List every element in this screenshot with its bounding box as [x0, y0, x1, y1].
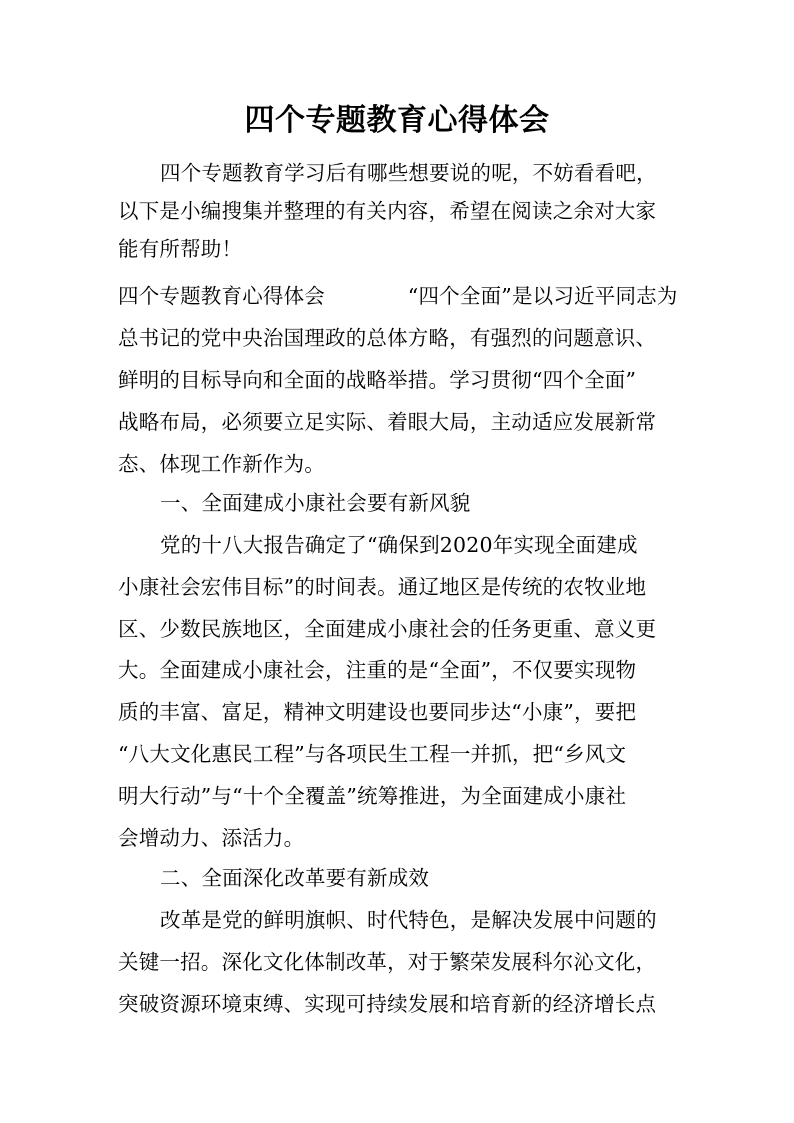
- paragraph-line: 四个专题教育学习后有哪些想要说的呢，不妨看看吧，: [160, 161, 657, 185]
- paragraph-line: 能有所帮助！: [118, 237, 243, 261]
- section-heading: 二、全面深化改革要有新成效: [160, 866, 430, 890]
- paragraph-line: 会增动力、添活力。: [118, 826, 305, 850]
- paragraph-line: 战略布局，必须要立足实际、着眼大局，主动适应发展新常: [118, 410, 657, 434]
- paragraph-line: “八大文化惠民工程”与各项民生工程一并抓，把“乡风文: [118, 742, 627, 766]
- paragraph-line: 区、少数民族地区，全面建成小康社会的任务更重、意义更: [118, 617, 657, 641]
- paragraph-line: 突破资源环境束缚、实现可持续发展和培育新的经济增长点: [118, 992, 657, 1016]
- paragraph-line: 党的十八大报告确定了“确保到2020年实现全面建成: [160, 533, 638, 557]
- paragraph-line: 小康社会宏伟目标”的时间表。通辽地区是传统的农牧业地: [118, 575, 647, 599]
- paragraph-line: 四个专题教育心得体会 “四个全面”是以习近平同志为: [118, 284, 678, 308]
- paragraph-line: 改革是党的鲜明旗帜、时代特色，是解决发展中问题的: [160, 908, 657, 932]
- paragraph-line: 明大行动”与“十个全覆盖”统筹推进，为全面建成小康社: [118, 784, 627, 808]
- paragraph-line: 以下是小编搜集并整理的有关内容，希望在阅读之余对大家: [118, 199, 657, 223]
- document-title: 四个专题教育心得体会: [244, 103, 550, 138]
- paragraph-line: 关键一招。深化文化体制改革，对于繁荣发展科尔沁文化，: [118, 950, 657, 974]
- paragraph-line: 总书记的党中央治国理政的总体方略，有强烈的问题意识、: [118, 326, 657, 350]
- paragraph-line: 质的丰富、富足，精神文明建设也要同步达“小康”，要把: [118, 700, 637, 724]
- paragraph-line: 态、体现工作新作为。: [118, 452, 325, 476]
- paragraph-line: 鲜明的目标导向和全面的战略举措。学习贯彻“四个全面”: [118, 368, 637, 392]
- section-heading: 一、全面建成小康社会要有新风貌: [160, 491, 471, 515]
- paragraph-line: 大。全面建成小康社会，注重的是“全面”，不仅要实现物: [118, 658, 637, 682]
